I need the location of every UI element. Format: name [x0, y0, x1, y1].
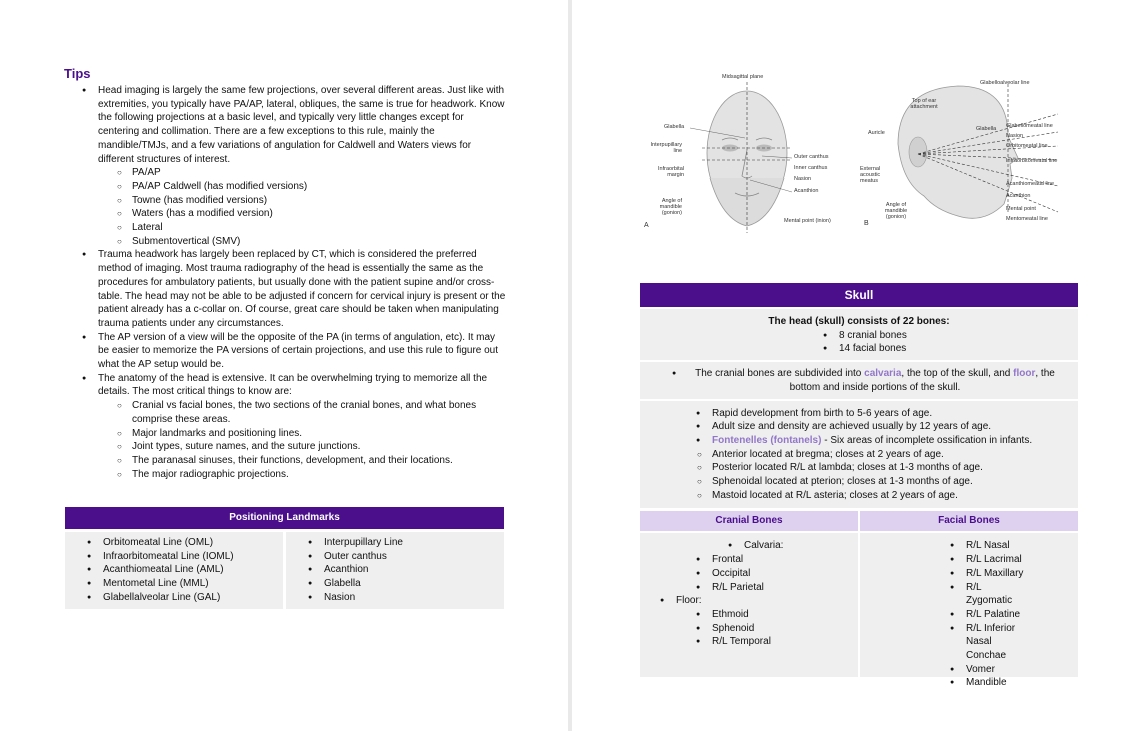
cranial-bones-header: Cranial Bones: [640, 511, 858, 531]
label-mentomeatal: Mentomeatal line: [1006, 216, 1048, 222]
figure-letter-a: A: [644, 222, 649, 229]
label-acanthion-side: Acanthion: [1006, 193, 1031, 199]
list-item: ● Glabella: [324, 577, 504, 591]
list-item: ○ Sphenoidal located at pterion; closes at 1-3 months of age.: [712, 475, 1078, 489]
list-item: ○ Anterior located at bregma; closes at 2 years of age.: [712, 448, 1078, 462]
label-auricle: Auricle: [868, 130, 885, 136]
critical-list: [132, 399, 506, 481]
list-item: ● Infraorbitomeatal Line (IOML): [103, 550, 283, 564]
tips-bullet-4: ● The anatomy of the head is extensive. It can be overwhelming trying to memorize all the details. The most critical things to know are: ○ Cranial vs facial bones, the two sections of the cranial bones, and what bones comprise these areas. ○ Major landmarks and positioning lines. ○ Joint types, suture names, and the suture junctions. ○ The paranasal sinuses, their functions, development, and their locations. ○ The major radiographic projections.: [98, 372, 506, 482]
label-infraorbitomeatal: Infraorbitomeatal line: [1006, 158, 1058, 164]
list-item: ○ Posterior located R/L at lambda; closes at 1-3 months of age.: [712, 461, 1078, 475]
label-infraorbital: Infraorbital margin: [658, 166, 684, 178]
label-mental-point: Mental point (inion): [784, 218, 831, 224]
tips-heading: Tips: [64, 66, 91, 81]
floor-label: ● Floor:: [676, 594, 858, 608]
list-item: ● 14 facial bones: [839, 342, 1078, 356]
label-eam: External acoustic meatus: [860, 166, 881, 184]
skull-development: [640, 401, 1078, 509]
list-item: ● Interpupillary Line: [324, 536, 504, 550]
label-mental-point-side: Mental point: [1006, 206, 1036, 212]
skull-title: Skull: [640, 283, 1078, 307]
list-item: ● Frontal: [712, 553, 858, 567]
list-item: ● Acanthiomeatal Line (AML): [103, 563, 283, 577]
label-glabelloalveolar: Glabelloalveolar line: [980, 80, 1030, 86]
landmarks-body: [65, 532, 504, 609]
list-item: ● Outer canthus: [324, 550, 504, 564]
list-item: ○ The major radiographic projections.: [132, 468, 506, 482]
calvaria-term: calvaria: [864, 368, 902, 380]
landmarks-right-col: [286, 532, 504, 609]
calvaria-label: ● Calvaria:: [744, 539, 858, 553]
list-item: ○ Major landmarks and positioning lines.: [132, 427, 506, 441]
label-glabella-side: Glabella: [976, 126, 997, 132]
list-item: ● Glabellalveolar Line (GAL): [103, 591, 283, 605]
landmarks-table: [65, 507, 504, 609]
facial-bones-cell: [860, 533, 1078, 689]
list-item: ● Vomer: [966, 663, 1028, 677]
list-item: ● Sphenoid: [712, 622, 858, 636]
page-right: [572, 0, 1140, 731]
list-item: ● R/L Palatine: [966, 608, 1028, 622]
list-item: ● Mandible: [966, 676, 1028, 690]
list-item: ● Occipital: [712, 567, 858, 581]
label-acanthiomeatal: Acanthiomeatal line: [1006, 181, 1055, 187]
list-item: ● R/L Temporal: [712, 635, 858, 649]
list-item: ○ PA/AP Caldwell (has modified versions): [132, 180, 506, 194]
list-item: ● Acanthion: [324, 563, 504, 577]
bones-body-row: [640, 533, 1078, 689]
list-item: ● R/L Nasal: [966, 539, 1028, 553]
landmarks-left-col: [65, 532, 283, 609]
page-left: [0, 0, 568, 731]
label-gonion-front: Angle of mandible (gonion): [659, 198, 682, 216]
list-item: ● R/L Parietal: [712, 581, 858, 595]
cranial-bones-cell: [640, 533, 858, 677]
list-item: ● R/L Lacrimal: [966, 553, 1028, 567]
facial-bones-header: Facial Bones: [860, 511, 1078, 531]
tips-content: [98, 84, 506, 481]
label-outer-canthus: Outer canthus: [794, 154, 829, 160]
label-inner-canthus: Inner canthus: [794, 165, 828, 171]
tips-bullet-1: ● Head imaging is largely the same few projections, over several different areas. Just like with extremities, you typically have PA/AP, lateral, obliques, the same is true for headwork. Know the following projections at a basic level, and typically very little changes except for centering and collimation. There are a few exceptions to this rule, mainly the mandible/TMJs, and a few variations of angulation for Caldwell and Waters views for different structures of interest. ○ PA/AP ○ PA/AP Caldwell (has modified versions) ○ Towne (has modified versions) ○ Waters (has a modified version) ○ Lateral ○ Submentovertical (SMV): [98, 84, 506, 248]
label-orbitomeatal: Orbitomeatal line: [1006, 143, 1048, 149]
list-item: ● Fontenelles (fontanels) - Six areas of incomplete ossification in infants.: [712, 434, 1078, 448]
label-top-ear: Top of ear attachment: [910, 98, 938, 110]
list-item: ● Orbitomeatal Line (OML): [103, 536, 283, 550]
skull-consists: The head (skull) consists of 22 bones:: [768, 316, 950, 327]
list-item: ● Nasion: [324, 591, 504, 605]
figure-side: [858, 74, 1078, 238]
label-glabella: Glabella: [664, 124, 685, 130]
tips-bullet-2: ● Trauma headwork has largely been replaced by CT, which is considered the preferred method of imaging. Most trauma radiography of the head is essentially the same as the procedures for ambulatory patients, but usually done with the patient supine and/or cross-table. The head may not be able to be adjusted if concern for cervical injury is present or the patient already has a c-collar on. Of course, great care should be taken when manipulating trauma patients under any circumstances.: [98, 248, 506, 330]
list-item: ● 8 cranial bones: [839, 329, 1078, 343]
skull-composition: [640, 309, 1078, 360]
list-item: ○ Submentovertical (SMV): [132, 235, 506, 249]
tips-bullet-3: ● The AP version of a view will be the opposite of the PA (in terms of angulation, etc). It may be easier to memorize the PA versions of certain projections, and use this rule to figure out what the AP setup would be.: [98, 331, 506, 372]
floor-term: floor: [1013, 368, 1036, 380]
fontanels-term: Fontenelles (fontanels): [712, 434, 822, 446]
list-item: ○ Cranial vs facial bones, the two sections of the cranial bones, and what bones comprise these areas.: [132, 399, 506, 426]
landmarks-title: Positioning Landmarks: [65, 507, 504, 529]
list-item: ● Adult size and density are achieved usually by 12 years of age.: [712, 420, 1078, 434]
label-glabellomeatal: Glabellomeatal line: [1006, 123, 1053, 129]
list-item: ● Ethmoid: [712, 608, 858, 622]
list-item: ● R/L Maxillary: [966, 567, 1028, 581]
list-item: ○ The paranasal sinuses, their functions, development, and their locations.: [132, 454, 506, 468]
list-item: ○ Lateral: [132, 221, 506, 235]
label-midsagittal: Midsagittal plane: [722, 74, 764, 80]
list-item: ● R/L Inferior Nasal Conchae: [966, 622, 1028, 663]
list-item: ● Rapid development from birth to 5-6 years of age.: [712, 407, 1078, 421]
list-item: ○ Towne (has modified versions): [132, 194, 506, 208]
figure-front: [642, 68, 852, 238]
list-item: ○ PA/AP: [132, 166, 506, 180]
figure-letter-b: B: [864, 220, 869, 227]
label-interpupillary: Interpupillary line: [650, 142, 682, 154]
skull-table: [640, 283, 1078, 689]
list-item: ● R/L Zygomatic: [966, 581, 1028, 608]
list-item: ● Mentometal Line (MML): [103, 577, 283, 591]
list-item: ○ Mastoid located at R/L asteria; closes at 2 years of age.: [712, 489, 1078, 503]
label-nasion: Nasion: [794, 176, 812, 182]
list-item: ○ Waters (has a modified version): [132, 207, 506, 221]
label-nasion-side: Nasion: [1006, 133, 1024, 139]
projection-list: [132, 166, 506, 248]
list-item: ○ Joint types, suture names, and the suture junctions.: [132, 440, 506, 454]
label-acanthion: Acanthion: [794, 188, 819, 194]
skull-subdivision: [640, 362, 1078, 398]
bones-header-row: [640, 511, 1078, 531]
subdivision-text: ● The cranial bones are subdivided into calvaria, the top of the skull, and floor, the bottom and inside portions of the skull.: [688, 367, 1062, 394]
label-gonion-side: Angle of mandible (gonion): [884, 202, 908, 220]
